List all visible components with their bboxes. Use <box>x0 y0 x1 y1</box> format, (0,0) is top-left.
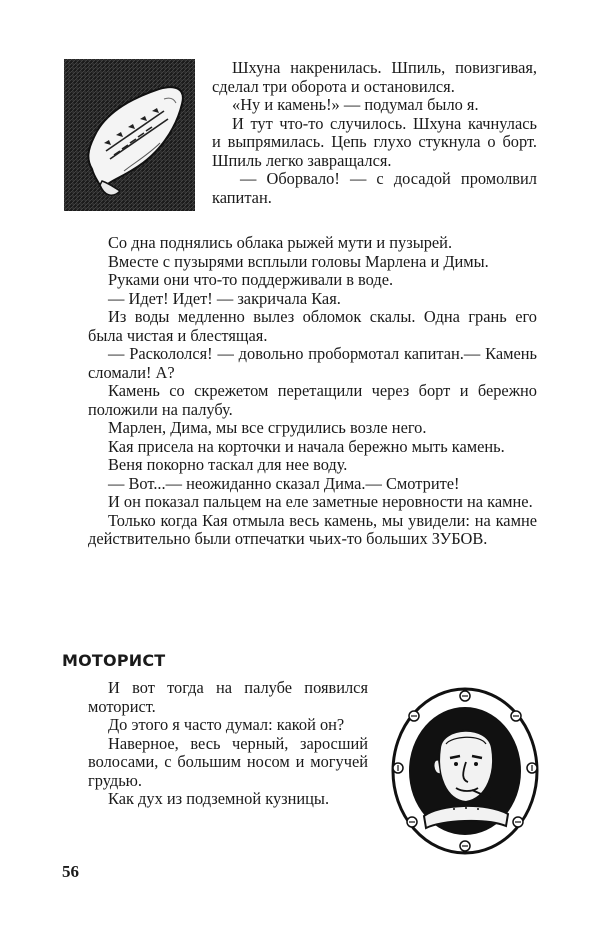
stone-illustration <box>64 59 195 211</box>
top-text-block <box>212 59 537 207</box>
paragraph: Кая присела на корточки и начала бережно мыть камень. <box>108 436 505 456</box>
paragraph: Марлен, Дима, мы все сгрудились возле него. <box>108 418 427 437</box>
paragraph: Только когда Кая отмыла весь камень, мы увидели: на камне действительно были отпечатки чьих-то больших ЗУБОВ. <box>88 510 537 548</box>
porthole-motorist-illustration <box>390 686 540 856</box>
paragraph: И он показал пальцем на еле заметные неровности на камне. <box>108 492 533 511</box>
paragraph: — Идет! Идет! — закричала Кая. <box>108 288 341 308</box>
paragraph: И тут что-то случилось. Шхуна качнулась и выпрямилась. Цепь глухо стукнула о борт. Шпиль легко завращался. <box>212 113 537 170</box>
paragraph: — Оборвало! — с досадой промолвил капитан. <box>212 169 537 207</box>
section-heading: МОТОРИСТ <box>62 651 166 670</box>
paragraph: До этого я часто думал: какой он? <box>108 715 345 734</box>
paragraph: Наверное, весь черный, заросший волосами, с большим носом и могучей грудью. <box>88 733 368 790</box>
paragraph: — Вот...— неожиданно сказал Дима.— Смотрите! <box>108 473 460 493</box>
paragraph: Веня покорно таскал для нее воду. <box>108 455 348 474</box>
paragraph: Из воды медленно вылез обломок скалы. Одна грань его была чистая и блестящая. <box>88 307 537 345</box>
paragraph: Руками они что-то поддерживали в воде. <box>108 270 394 289</box>
paragraph: Шхуна накренилась. Шпиль, повизгивая, сделал три оборота и остановился. <box>212 58 537 96</box>
paragraph: Камень со скрежетом перетащили через борт и бережно положили на палубу. <box>88 381 537 419</box>
paragraph: — Раскололся! — довольно пробормотал капитан.— Камень сломали! А? <box>88 344 537 382</box>
paragraph: Как дух из подземной кузницы. <box>108 789 330 808</box>
main-text-block <box>88 234 537 549</box>
paragraph: «Ну и камень!» — подумал было я. <box>232 95 479 114</box>
paragraph: Вместе с пузырями всплыли головы Марлена и Димы. <box>108 251 489 271</box>
paragraph: Со дна поднялись облака рыжей мути и пузырей. <box>108 233 453 252</box>
paragraph: И вот тогда на палубе появился моторист. <box>88 678 368 716</box>
bottom-text-block <box>88 679 368 809</box>
page-number: 56 <box>62 862 79 881</box>
